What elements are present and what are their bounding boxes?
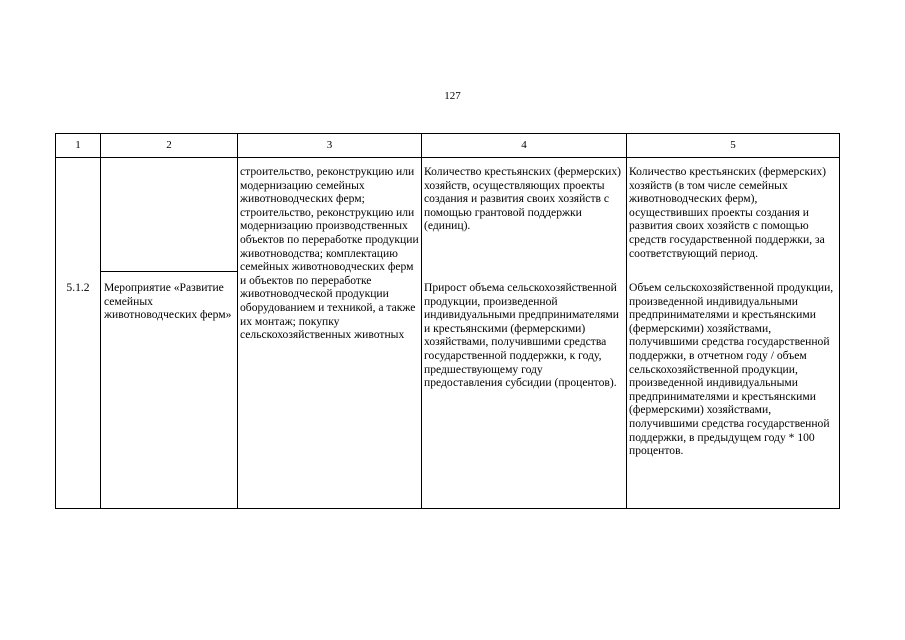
header-col-4: 4 bbox=[521, 139, 527, 151]
col-border-3 bbox=[421, 133, 422, 509]
method-production-growth: Объем сельскохозяйственной продукции, произведенной индивидуальными предпринимателями и крестьянскими (фермерскими) хозяйствами, получившими средства государственной поддержки, в отчетном году / объем сельскохозяйственной продукции, произведенной индивидуальными предпринимателями и крестьянскими (фермерскими) хозяйствами, получившими средства государственной поддержки, в предыдущем году * 100 процентов. bbox=[629, 281, 834, 458]
method-farms-count: Количество крестьянских (фермерских) хозяйств (в том числе семейных животноводческих ферм), осуществивших проекты создания и развития своих хозяйств с помощью средств государственной поддержки, за соответствующий период. bbox=[629, 165, 826, 260]
header-col-1: 1 bbox=[75, 139, 81, 151]
table-bottom-border bbox=[55, 508, 840, 509]
row-number: 5.1.2 bbox=[66, 281, 90, 294]
page-number: 127 bbox=[444, 90, 461, 102]
event-name: Мероприятие «Развитие семейных животноводческих ферм» bbox=[104, 281, 232, 322]
col-border-4 bbox=[626, 133, 627, 509]
indicator-production-growth: Прирост объема сельскохозяйственной продукции, произведенной индивидуальными предпринимателями и крестьянскими (фермерскими) хозяйствами, получившими средства государственной поддержки, к году, предшествующему году предоставления субсидии (процентов). bbox=[424, 281, 619, 390]
header-col-5: 5 bbox=[730, 139, 736, 151]
col-border-5 bbox=[839, 133, 840, 509]
event-content: строительство, реконструкцию или модернизацию семейных животноводческих ферм; строительство, реконструкцию или модернизацию производственных объектов по переработке продукции животноводства; комплектацию семейных животноводческих ферм и объектов по переработке животноводческой продукции оборудованием и техникой, а также их монтаж; покупку сельскохозяйственных животных bbox=[240, 165, 419, 342]
col-border-2 bbox=[237, 133, 238, 509]
header-col-3: 3 bbox=[326, 139, 333, 151]
col-border-1 bbox=[100, 133, 101, 509]
col-border-0 bbox=[55, 133, 56, 509]
header-bottom-border bbox=[55, 157, 840, 158]
indicator-farms-count: Количество крестьянских (фермерских) хозяйств, осуществляющих проекты создания и развития своих хозяйств с помощью грантовой поддержки (единиц). bbox=[424, 165, 621, 233]
row-divider-col2 bbox=[100, 271, 237, 272]
header-col-2: 2 bbox=[166, 139, 172, 151]
